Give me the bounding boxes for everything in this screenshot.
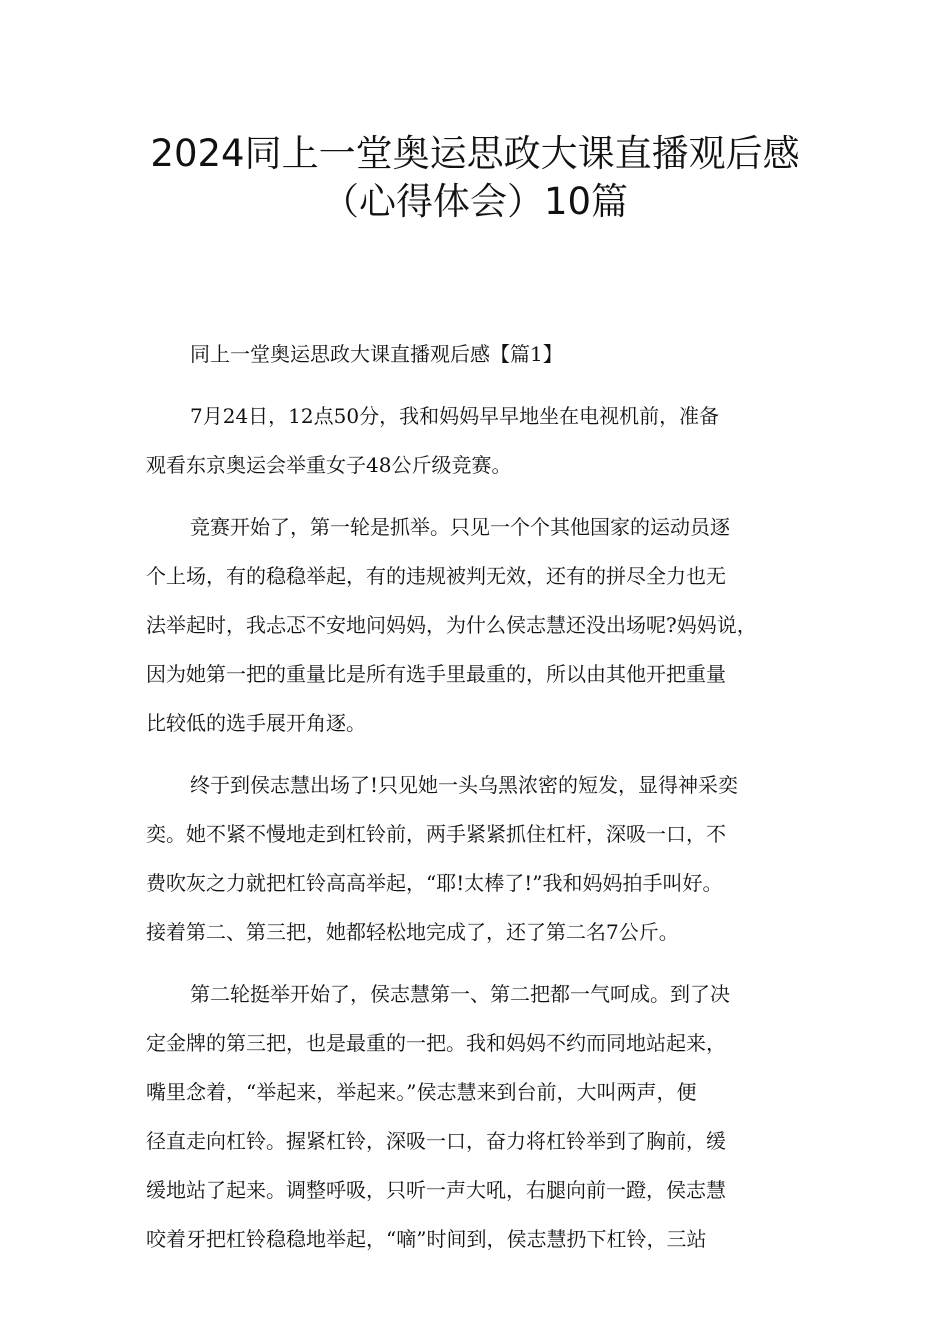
document-title-line-1: 2024同上一堂奥运思政大课直播观后感 bbox=[150, 132, 800, 175]
paragraph-line: 径直走向杠铃。握紧杠铃，深吸一口，奋力将杠铃举到了胸前，缓 bbox=[146, 1129, 726, 1153]
paragraph-line: 比较低的选手展开角逐。 bbox=[146, 711, 366, 735]
paragraph-line: 同上一堂奥运思政大课直播观后感【篇1】 bbox=[190, 342, 563, 366]
paragraph-line: 接着第二、第三把，她都轻松地完成了，还了第二名7公斤。 bbox=[146, 920, 679, 944]
paragraph-line: 定金牌的第三把，也是最重的一把。我和妈妈不约而同地站起来， bbox=[146, 1031, 726, 1055]
paragraph-line: 法举起时，我忐忑不安地问妈妈，为什么侯志慧还没出场呢?妈妈说， bbox=[146, 613, 757, 637]
paragraph-line: 竞赛开始了，第一轮是抓举。只见一个个其他国家的运动员逐 bbox=[190, 515, 730, 539]
body-paragraph bbox=[146, 503, 811, 748]
paragraph-line: 咬着牙把杠铃稳稳地举起，“嘀”时间到，侯志慧扔下杠铃，三站 bbox=[146, 1227, 707, 1251]
document-title-line-2: （心得体会）10篇 bbox=[321, 180, 629, 223]
paragraph-line: 嘴里念着，“举起来，举起来。”侯志慧来到台前，大叫两声，便 bbox=[146, 1080, 697, 1104]
body-paragraph bbox=[146, 761, 811, 957]
document-body bbox=[146, 330, 811, 1277]
paragraph-line: 奕。她不紧不慢地走到杠铃前，两手紧紧抓住杠杆，深吸一口，不 bbox=[146, 822, 726, 846]
paragraph-line: 7月24日，12点50分，我和妈妈早早地坐在电视机前，准备 bbox=[190, 404, 720, 428]
paragraph-line: 终于到侯志慧出场了!只见她一头乌黑浓密的短发，显得神采奕 bbox=[190, 773, 739, 797]
body-paragraph bbox=[146, 970, 811, 1264]
paragraph-line: 个上场，有的稳稳举起，有的违规被判无效，还有的拼尽全力也无 bbox=[146, 564, 726, 588]
paragraph-line: 第二轮挺举开始了，侯志慧第一、第二把都一气呵成。到了决 bbox=[190, 982, 730, 1006]
body-paragraph bbox=[146, 392, 811, 490]
paragraph-line: 费吹灰之力就把杠铃高高举起，“耶!太棒了!”我和妈妈拍手叫好。 bbox=[146, 871, 723, 895]
section-heading-paragraph bbox=[146, 330, 811, 379]
paragraph-line: 缓地站了起来。调整呼吸，只听一声大吼，右腿向前一蹬，侯志慧 bbox=[146, 1178, 726, 1202]
paragraph-line: 观看东京奥运会举重女子48公斤级竞赛。 bbox=[146, 453, 512, 477]
paragraph-line: 因为她第一把的重量比是所有选手里最重的，所以由其他开把重量 bbox=[146, 662, 726, 686]
